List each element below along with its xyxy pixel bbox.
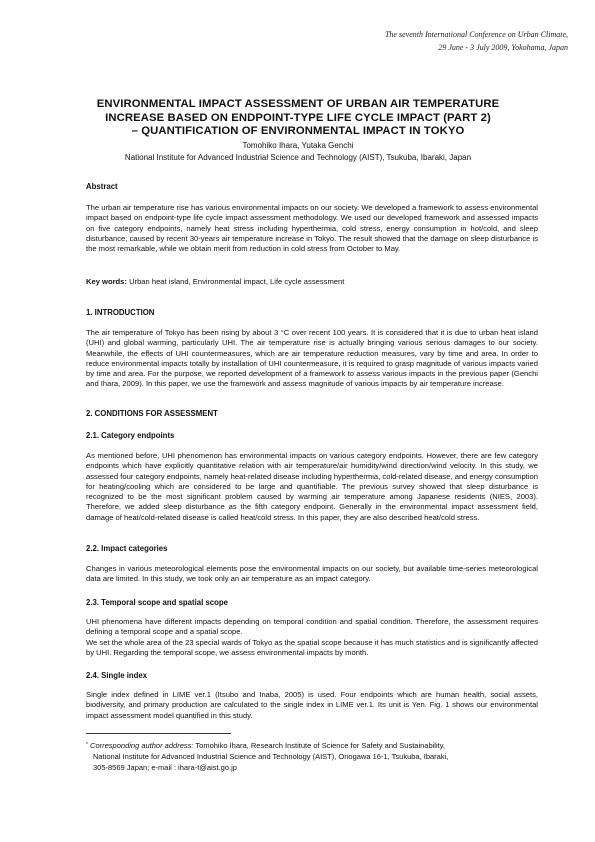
subsection-heading-impact-categories: 2.2. Impact categories: [86, 544, 168, 553]
conference-header: [308, 28, 568, 54]
conference-dates: 29 June - 3 July 2009, Yokohama, Japan: [438, 43, 568, 52]
title-line-2: INCREASE BASED ON ENDPOINT-TYPE LIFE CYCLE IMPACT (PART 2): [105, 111, 491, 124]
author-block: [60, 140, 536, 163]
footnote: [86, 740, 538, 773]
authors: Tomohiko Ihara, Yutaka Genchi: [242, 141, 354, 150]
subsection-heading-category-endpoints: 2.1. Category endpoints: [86, 431, 175, 440]
footnote-divider: [86, 733, 231, 734]
paper-title: [60, 98, 536, 139]
footnote-line-2: National Institute for Advanced Industrial Science and Technology (AIST), Onogawa 16-1, Tsukuba, Ibaraki,: [93, 752, 449, 761]
subsection-heading-single-index: 2.4. Single index: [86, 671, 148, 680]
conference-name: The seventh International Conference on Urban Climate,: [384, 30, 568, 39]
single-index-text: Single index defined in LIME ver.1 (Itsubo and Inaba, 2005) is used. Four endpoints which are human health, social assets, biodiversity, and primary production are calculated to the single index in LIME ver.1. Its unit is Yen. Fig. 1 shows our environmental impact assessment model quantified in this study.: [86, 690, 538, 720]
footnote-marker: *: [86, 742, 88, 748]
title-line-1: ENVIRONMENTAL IMPACT ASSESSMENT OF URBAN AIR TEMPERATURE: [96, 98, 500, 110]
footnote-label: Corresponding author address:: [90, 741, 194, 750]
subsection-heading-scope: 2.3. Temporal scope and spatial scope: [86, 598, 228, 607]
footnote-line-1: Tomohiko Ihara, Research Institute of Science for Safety and Sustainability,: [195, 741, 445, 750]
keywords-text: Urban heat island, Environmental impact, Life cycle assessment: [129, 277, 345, 286]
affiliation: National Institute for Advanced Industrial Science and Technology (AIST), Tsukuba, Ibaraki, Japan: [124, 152, 472, 162]
introduction-text: The air temperature of Tokyo has been rising by about 3 °C over recent 100 years. It is considered that it is due to urban heat island (UHI) and global warming, particularly UHI. The air temperature rise is actually bringing various serious damages to our society. Meanwhile, the effects of UHI countermeasures, which are air temperature reduction measures, vary by time and area. In order to reduce environmental impacts totally by installation of UHI countermeasure, it is required to grasp magnitude of various impacts varied by time and area. For the purpose, we reported development of a framework to assess various impacts in the previous paper (Genchi and Ihara, 2009). In this paper, we use the framework and assess magnitude of various impacts by air temperature increase.: [86, 328, 538, 389]
section-heading-introduction: 1. INTRODUCTION: [86, 308, 155, 317]
keywords-label: Key words:: [86, 277, 127, 286]
section-heading-conditions: 2. CONDITIONS FOR ASSESSMENT: [86, 409, 218, 418]
category-endpoints-text: As mentioned before, UHI phenomenon has environmental impacts on various category endpoints. However, there are few category endpoints which have explicitly quantitative relation with air temperature/air humidity/wind direction/wind velocity. In this study, we assessed four category endpoints, namely heat-related disease including hyperthermia, cold-related disease, and energy consumption for heating/cooling which are considered to be large and quantifiable. The previous survey showed that sleep disturbance is recognized to be the most significant problem caused by warming air temperature among Japanese residents (NIES, 2003). Therefore, we added sleep disturbance as the fifth category endpoint. Generally in the environmental impact assessment field, damage of heat/cold-related disease is called heat/cold stress. In this paper, they are also described heat/cold stress.: [86, 451, 538, 522]
impact-categories-text: Changes in various meteorological elements pose the environmental impacts on our society, but available time-series meteorological data are limited. In this study, we took only an air temperature as an impact category.: [86, 564, 538, 584]
abstract-text: The urban air temperature rise has various environmental impacts on our society. We developed a framework to assess environmental impact based on endpoint-type life cycle impact assessment methodology. We used our developed framework and assessed impacts on five category endpoints, namely heat stress including hyperthermia, cold stress, energy consumption in hot/cold, and sleep disturbance, caused by recent 30-years air temperature increase in Tokyo. The result showed that the damage on sleep disturbance is the most remarkable, while we obtain merit from reduction in cold stress from October to May.: [86, 203, 538, 254]
scope-text-1: UHI phenomena have different impacts depending on temporal condition and spatial condition. Therefore, the assessment requires defining a temporal scope and a spatial scope.: [86, 617, 538, 637]
footnote-line-3: 305-8569 Japan; e-mail : ihara-t@aist.go.jp: [93, 763, 237, 772]
title-line-3: – QUANTIFICATION OF ENVIRONMENTAL IMPACT IN TOKYO: [131, 125, 465, 137]
abstract-heading: Abstract: [86, 182, 118, 191]
keywords: [86, 277, 538, 287]
scope-text-2: We set the whole area of the 23 special wards of Tokyo as the spatial scope because it has much statistics and is significantly affected by UHI. Regarding the temporal scope, we assess environmental impacts by month.: [86, 638, 538, 658]
